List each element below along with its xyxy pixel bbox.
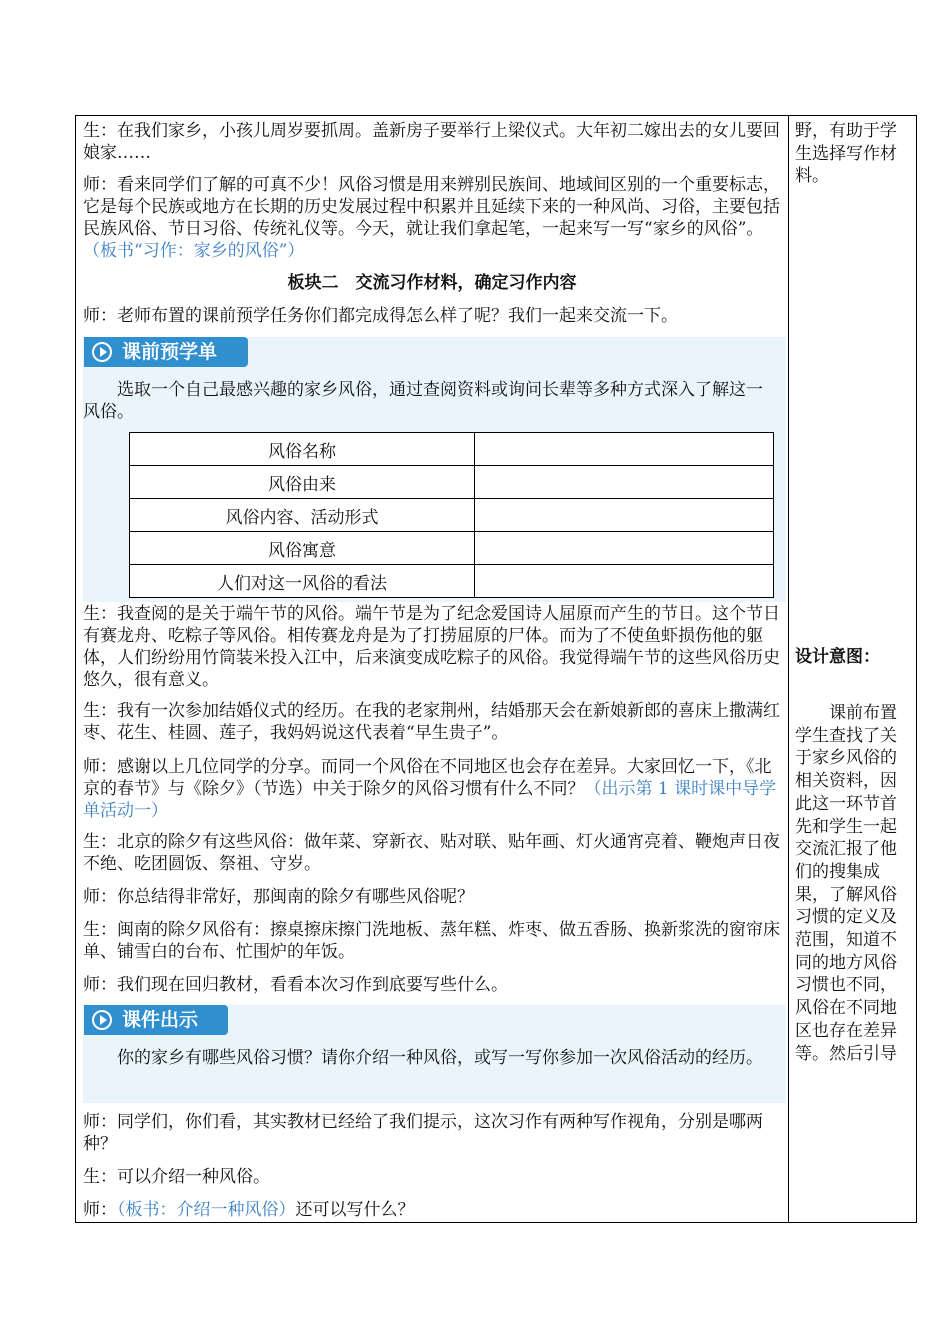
form-row-label: 人们对这一风俗的看法	[130, 565, 475, 598]
courseware-banner-label: 课件出示	[122, 1009, 199, 1031]
play-circle-icon	[92, 1010, 112, 1030]
prestudy-banner-label: 课前预学单	[122, 341, 218, 363]
form-row-label: 风俗内容、活动形式	[130, 499, 475, 532]
courseware-prompt: 你的家乡有哪些风俗习惯？请你介绍一种风俗，或写一写你参加一次风俗活动的经历。	[117, 1048, 763, 1068]
prestudy-banner	[84, 337, 248, 367]
student-answer-beijing: 生：北京的除夕有这些风俗：做年菜、穿新衣、贴对联、贴年画、灯火通宵亮着、鞭炮声日夜不绝、吃团圆饭、祭祖、守岁。	[83, 832, 780, 874]
form-row-blank	[475, 565, 774, 598]
form-row	[130, 433, 774, 466]
student-answer-introduce: 生：可以介绍一种风俗。	[83, 1167, 270, 1187]
speaker-label: 师：	[83, 1200, 117, 1220]
teacher-ask: 师：老师布置的课前预学任务你们都完成得怎么样了呢？我们一起来交流一下。	[83, 306, 678, 326]
form-row-label: 风俗寓意	[130, 532, 475, 565]
form-row	[130, 499, 774, 532]
teacher-intro-text: 师：看来同学们了解的可真不少！风俗习惯是用来辨别民族间、地域间区别的一个重要标志，它是每个民族或地方在长期的历史发展过程中积累并且延续下来的一种风尚、习俗，主要包括民族风俗、节日习俗、传统礼仪等。今天，就让我们拿起笔，一起来写一写“家乡的风俗”。	[83, 175, 780, 239]
teacher-what-else	[83, 1199, 781, 1221]
column-divider	[788, 116, 789, 1222]
teacher-minnan-question: 师：你总结得非常好，那闽南的除夕有哪些风俗呢？	[83, 887, 474, 907]
design-intent-title: 设计意图：	[795, 647, 880, 667]
courseware-box	[83, 1005, 786, 1103]
teacher-compare	[83, 756, 781, 822]
form-row-blank	[475, 466, 774, 499]
teacher-back-to-book: 师：我们现在回归教材，看看本次习作到底要写些什么。	[83, 975, 508, 995]
form-row-blank	[475, 532, 774, 565]
design-intent-text: 课前布置学生查找了关于家乡风俗的相关资料，因此这一环节首先和学生一起交流汇报了他们的搜集成果，了解风俗习惯的定义及范围，知道不同的地方风俗习惯也不同，风俗在不同地区也存在差异等。然后引导	[795, 703, 897, 1064]
student-answer-minnan: 生：闽南的除夕风俗有：擦桌擦床擦门洗地板、蒸年糕、炸枣、做五香肠、换新浆洗的窗帘床单、铺雪白的台布、忙围炉的年饭。	[83, 920, 780, 962]
teacher-two-perspectives: 师：同学们，你们看，其实教材已经给了我们提示，这次习作有两种写作视角，分别是哪两种？	[83, 1112, 763, 1154]
student-answer-duanwu: 生：我查阅的是关于端午节的风俗。端午节是为了纪念爱国诗人屈原而产生的节日。这个节日有赛龙舟、吃粽子等风俗。相传赛龙舟是为了打捞屈原的尸体。而为了不使鱼虾损伤他的躯体，人们纷纷用竹筒装米投入江中，后来演变成吃粽子的风俗。我觉得端午节的这些风俗历史悠久，很有意义。	[83, 604, 780, 690]
prestudy-instruction: 选取一个自己最感兴趣的家乡风俗，通过查阅资料或询问长辈等多种方式深入了解这一风俗。	[83, 380, 763, 422]
student-answer-wedding: 生：我有一次参加结婚仪式的经历。在我的老家荆州，结婚那天会在新娘新郎的喜床上撒满红枣、花生、桂圆、莲子，我妈妈说这代表着“早生贵子”。	[83, 701, 780, 743]
form-row	[130, 565, 774, 598]
show-guide-note: （出示第 1 课时课中导学单活动一）	[83, 779, 777, 821]
teacher-compare-text: 师：感谢以上几位同学的分享。而同一个风俗在不同地区也会存在差异。大家回忆一下，《北京的春节》与《除夕》（节选）中关于除夕的风俗习惯有什么不同？	[83, 757, 772, 799]
prestudy-form-table	[129, 432, 774, 598]
form-row	[130, 532, 774, 565]
side-note-top: 野，有助于学生选择写作材料。	[795, 121, 897, 187]
teacher-what-else-text: 还可以写什么？	[295, 1200, 415, 1220]
form-row-label: 风俗由来	[130, 466, 475, 499]
student-answer-hometown: 生：在我们家乡，小孩儿周岁要抓周。盖新房子要举行上梁仪式。大年初二嫁出去的女儿要回娘家……	[83, 121, 780, 163]
section-heading: 板块二 交流习作材料，确定习作内容	[287, 273, 577, 293]
courseware-banner	[84, 1005, 228, 1035]
play-circle-icon	[92, 342, 112, 362]
form-row-blank	[475, 433, 774, 466]
lesson-table	[75, 115, 917, 1223]
form-row-label: 风俗名称	[130, 433, 475, 466]
teacher-intro	[83, 174, 781, 262]
board-note: （板书“习作：家乡的风俗”）	[83, 241, 305, 261]
form-row-blank	[475, 499, 774, 532]
form-row	[130, 466, 774, 499]
board-note-introduce: （板书：介绍一种风俗）	[117, 1200, 296, 1220]
